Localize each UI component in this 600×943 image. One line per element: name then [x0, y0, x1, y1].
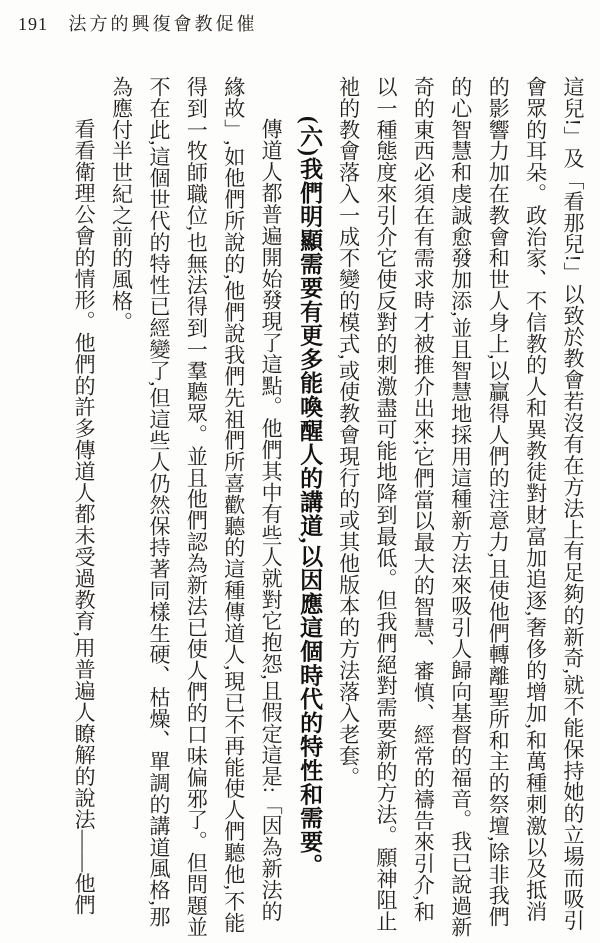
paragraph-continuation: 這兒!」及「看那兒!」以致於教會若沒有在方法上有足夠的新奇,就不能保持她的立場而吸引會眾的耳朵。政治家、不信教的人和異教徒對財富加追逐,奢侈的增加,和萬種刺激以及抵消的影響力加在教會和世人身上,以贏得人們的注意力,且使他們轉離聖所和主的祭壇,除非我們的心智慧和虔誠愈發加添,並且智慧地採用這種新方法來吸引人歸向基督的福音。我已說過新奇的東西必須在有需求時才被推介出來;它們當以最大的智慧、審慎、經常的禱告來引介,和以一種態度來引介它使反對的刺激盡可能地降到最低。但我們絕對需要新的方法。願神阻止祂的教會落入一成不變的模式,或使教會現行的或其他版本的方法落入老套。: [336, 76, 585, 938]
paragraph-three: 看看衛理公會的情形。他們的許多傳道人都未受過教育,用普遍人瞭解的說法——他們: [72, 118, 97, 916]
page-number: 191: [18, 14, 48, 34]
section-heading-six: (六)我們明顯需要有更多能喚醒人的講道,以因應這個時代的特性和需要。: [297, 116, 323, 878]
running-title: 法方的興復會教促催: [68, 14, 258, 34]
paragraph-two: 傳道人都普遍開始發現了這點。他們其中有些人就對它抱怨,且假定這是:「因為新法的緣故」,如他們所說的,他們說我們先祖們所喜歡聽的這種傳道人,現已不再能使人們聽他,不能得到一牧師職位,也無法得到一羣聽眾。並且他們認為新法已使人們的口味偏邪了。但問題並不在此,這個世代的特性已經變了,但這些人仍然保持著同樣生硬、枯燥、單調的講道風格,那為應付半世紀之前的風格。: [109, 76, 284, 938]
page-header: [18, 10, 258, 36]
vertical-text-body: [5, 76, 591, 940]
